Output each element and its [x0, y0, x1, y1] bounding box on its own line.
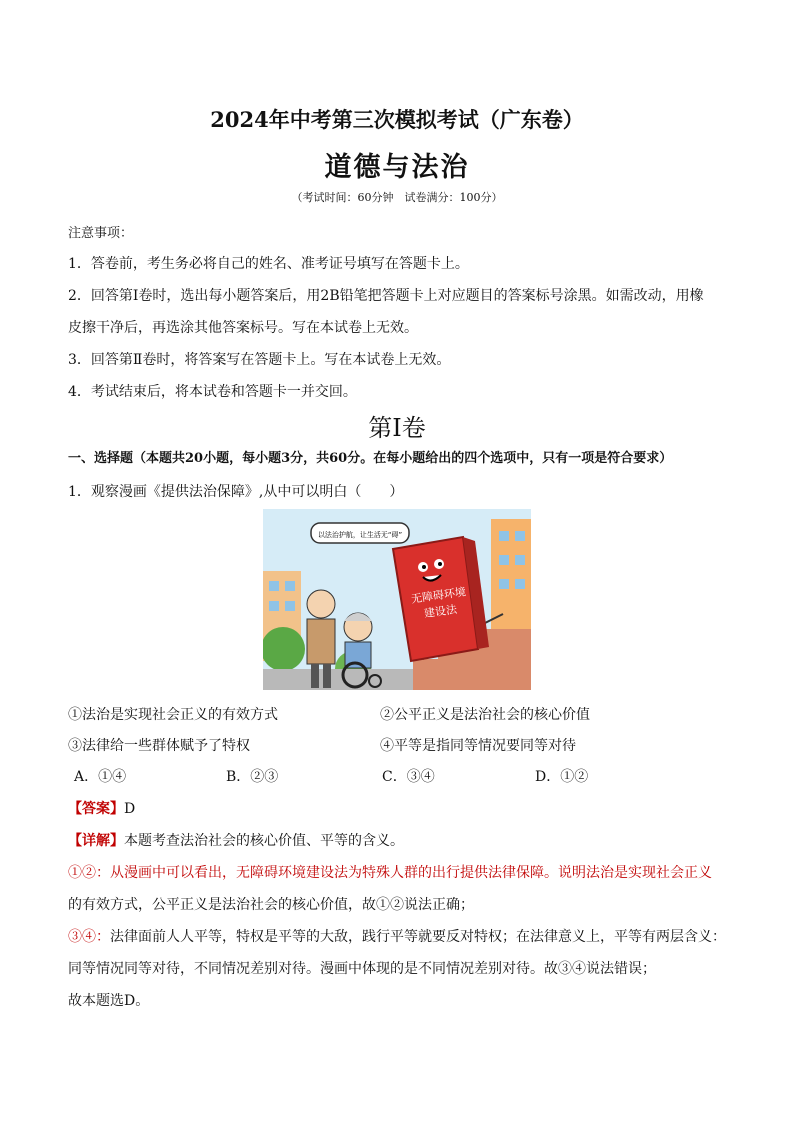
section-title: 第Ⅰ卷 [368, 414, 426, 442]
choice-b: B．②③ [226, 769, 279, 785]
analysis-paragraph-1-cont: 的有效方式，公平正义是法治社会的核心价值，故①②说法正确； [68, 897, 474, 913]
statement-1: ①法治是实现社会正义的有效方式 [68, 707, 278, 723]
note-item-1: 1．答卷前，考生务必将自己的姓名、准考证号填写在答题卡上。 [68, 256, 469, 272]
statement-4: ④平等是指同等情况要同等对待 [380, 738, 576, 754]
speech-bubble-text: 以法治护航，让生活无“碍” [317, 531, 403, 539]
statement-3: ③法律给一些群体赋予了特权 [68, 738, 250, 754]
detail-label: 【详解】 [68, 833, 124, 849]
detail-line [68, 830, 404, 850]
note-item-3: 3．回答第Ⅱ卷时，将答案写在答题卡上。写在本试卷上无效。 [68, 352, 451, 368]
section-instruction: 一、选择题（本题共20小题，每小题3分，共60分。在每小题给出的四个选项中，只有一项是符合要求） [68, 451, 673, 466]
answer-value: D [124, 801, 136, 817]
analysis-paragraph-2-prefix: ③④： [68, 929, 110, 945]
subject-title: 道德与法治 [324, 152, 470, 183]
cartoon-illustration [263, 509, 531, 690]
conclusion: 故本题选D。 [68, 993, 150, 1009]
analysis-paragraph-2 [68, 926, 726, 946]
notes-heading: 注意事项： [68, 226, 134, 241]
answer-label: 【答案】 [68, 801, 124, 817]
exam-info: （考试时间：60分钟 试卷满分：100分） [291, 191, 503, 204]
book-title-line1: 无障碍环境 [410, 585, 467, 606]
note-item-2: 2．回答第Ⅰ卷时，选出每小题答案后，用2B铅笔把答题卡上对应题目的答案标号涂黑。如需改动，用橡 [68, 288, 704, 304]
analysis-paragraph-2-cont: 同等情况同等对待，不同情况差别对待。漫画中体现的是不同情况差别对待。故③④说法错误； [68, 961, 656, 977]
note-item-2-cont: 皮擦干净后，再选涂其他答案标号。写在本试卷上无效。 [68, 320, 418, 336]
exam-title: 2024年中考第三次模拟考试（广东卷） [210, 107, 584, 132]
answer-line [68, 798, 135, 818]
book-title-line2: 建设法 [423, 602, 458, 621]
analysis-paragraph-1: ①②：从漫画中可以看出，无障碍环境建设法为特殊人群的出行提供法律保障。说明法治是实现社会正义 [68, 865, 712, 881]
note-item-4: 4．考试结束后，将本试卷和答题卡一并交回。 [68, 384, 357, 400]
choice-a: A．①④ [74, 769, 127, 785]
detail-text: 本题考查法治社会的核心价值、平等的含义。 [124, 833, 404, 849]
analysis-paragraph-2-text: 法律面前人人平等，特权是平等的大敌，践行平等就要反对特权；在法律意义上，平等有两层含义： [110, 929, 726, 945]
statement-2: ②公平正义是法治社会的核心价值 [380, 707, 590, 723]
question-stem: 1．观察漫画《提供法治保障》,从中可以明白（ ） [68, 484, 404, 500]
choice-c: C．③④ [382, 769, 435, 785]
choice-d: D．①② [535, 769, 589, 785]
